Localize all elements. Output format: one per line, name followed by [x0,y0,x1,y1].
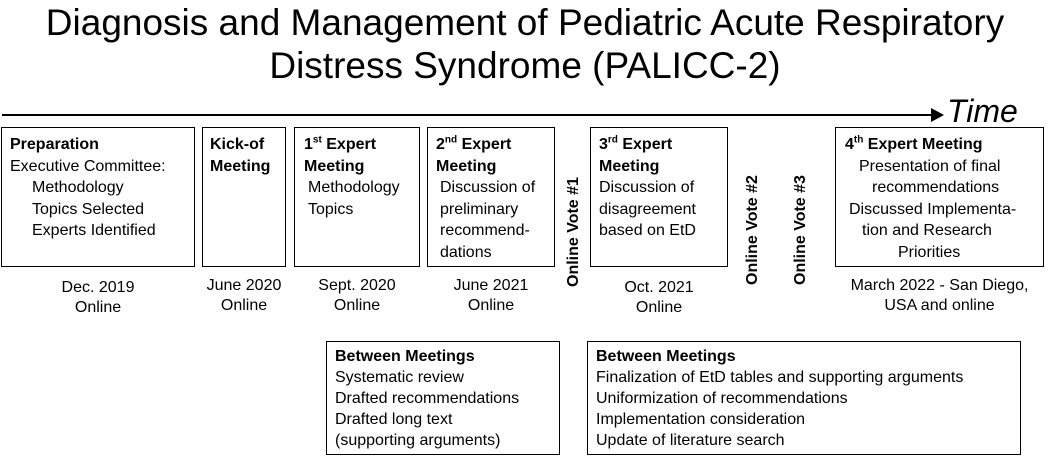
timeline-axis [2,114,937,116]
stage-text: tion and Research [862,222,992,239]
stage-text: Discussed Implementa- [849,200,1017,218]
stage-text: Methodology [308,179,400,196]
diagram-title-line-2: Distress Syndrome (PALICC-2) [269,45,781,86]
stage-text: Methodology [32,179,124,196]
time-label: Time [947,93,1018,129]
stage-third-expert-meeting [590,127,728,267]
stage-text: Discussion of [440,179,536,196]
stage-heading: 4th Expert Meeting [845,134,983,153]
between-meetings-item: Systematic review [335,369,464,386]
stage-heading: Preparation [10,136,99,153]
stage-first-expert-meeting [294,127,420,267]
online-vote-2: Online Vote #2 [744,175,761,285]
diagram-title-line-1: Diagnosis and Management of Pediatric Acute Respiratory [45,2,1005,43]
stage-text: Presentation of final [859,157,1001,175]
stage-text: Discussion of [599,179,695,196]
stage-date-third-meeting: Oct. 2021 Online [624,279,694,316]
stage-heading: 1st Expert Meeting [304,134,377,175]
stage-date-second-meeting: June 2021 Online [453,277,529,314]
stage-date-first-meeting: Sept. 2020 Online [318,277,396,314]
between-meetings-item: Update of literature search [596,432,785,449]
stage-heading: 3rd Expert Meeting [599,134,673,175]
stage-text: recommendations [872,179,1000,196]
stage-heading: Kick-of Meeting [210,136,271,175]
stage-date-fourth-meeting: March 2022 - San Diego, USA and online [850,277,1029,314]
stage-text: preliminary [440,200,519,218]
between-meetings-item: Drafted recommendations [335,390,520,407]
between-meetings-2 [587,341,1021,455]
online-vote-3: Online Vote #3 [792,175,809,285]
between-meetings-item: Uniformization of recommendations [596,390,848,407]
stage-text: based on EtD [599,222,696,239]
stage-fourth-expert-meeting [835,127,1044,267]
stage-date-kickoff: June 2020 Online [206,277,282,314]
stage-text: Topics [308,200,354,218]
stage-text: recommend- [440,222,530,239]
stage-text: dations [440,243,492,261]
stage-preparation [1,127,195,267]
stage-heading: 2nd Expert Meeting [436,134,512,175]
stage-text: Priorities [898,243,961,261]
timeline-arrowhead [931,108,944,122]
between-meetings-1 [326,341,560,455]
stage-text: Experts Identified [32,222,156,239]
between-meetings-heading: Between Meetings [335,348,475,365]
between-meetings-item: Drafted long text [335,411,453,428]
online-vote-1: Online Vote #1 [565,177,582,287]
stage-date-preparation: Dec. 2019 Online [61,279,135,316]
stage-text: Topics Selected [32,200,145,218]
between-meetings-item: Implementation consideration [596,411,806,428]
stage-kickoff [202,127,286,267]
stage-second-expert-meeting [427,127,555,267]
between-meetings-heading: Between Meetings [596,348,736,365]
between-meetings-item: Finalization of EtD tables and supporting arguments [596,369,964,386]
stage-text: disagreement [599,200,696,218]
stage-text: Executive Committee: [10,157,166,175]
between-meetings-item: (supporting arguments) [335,432,501,449]
